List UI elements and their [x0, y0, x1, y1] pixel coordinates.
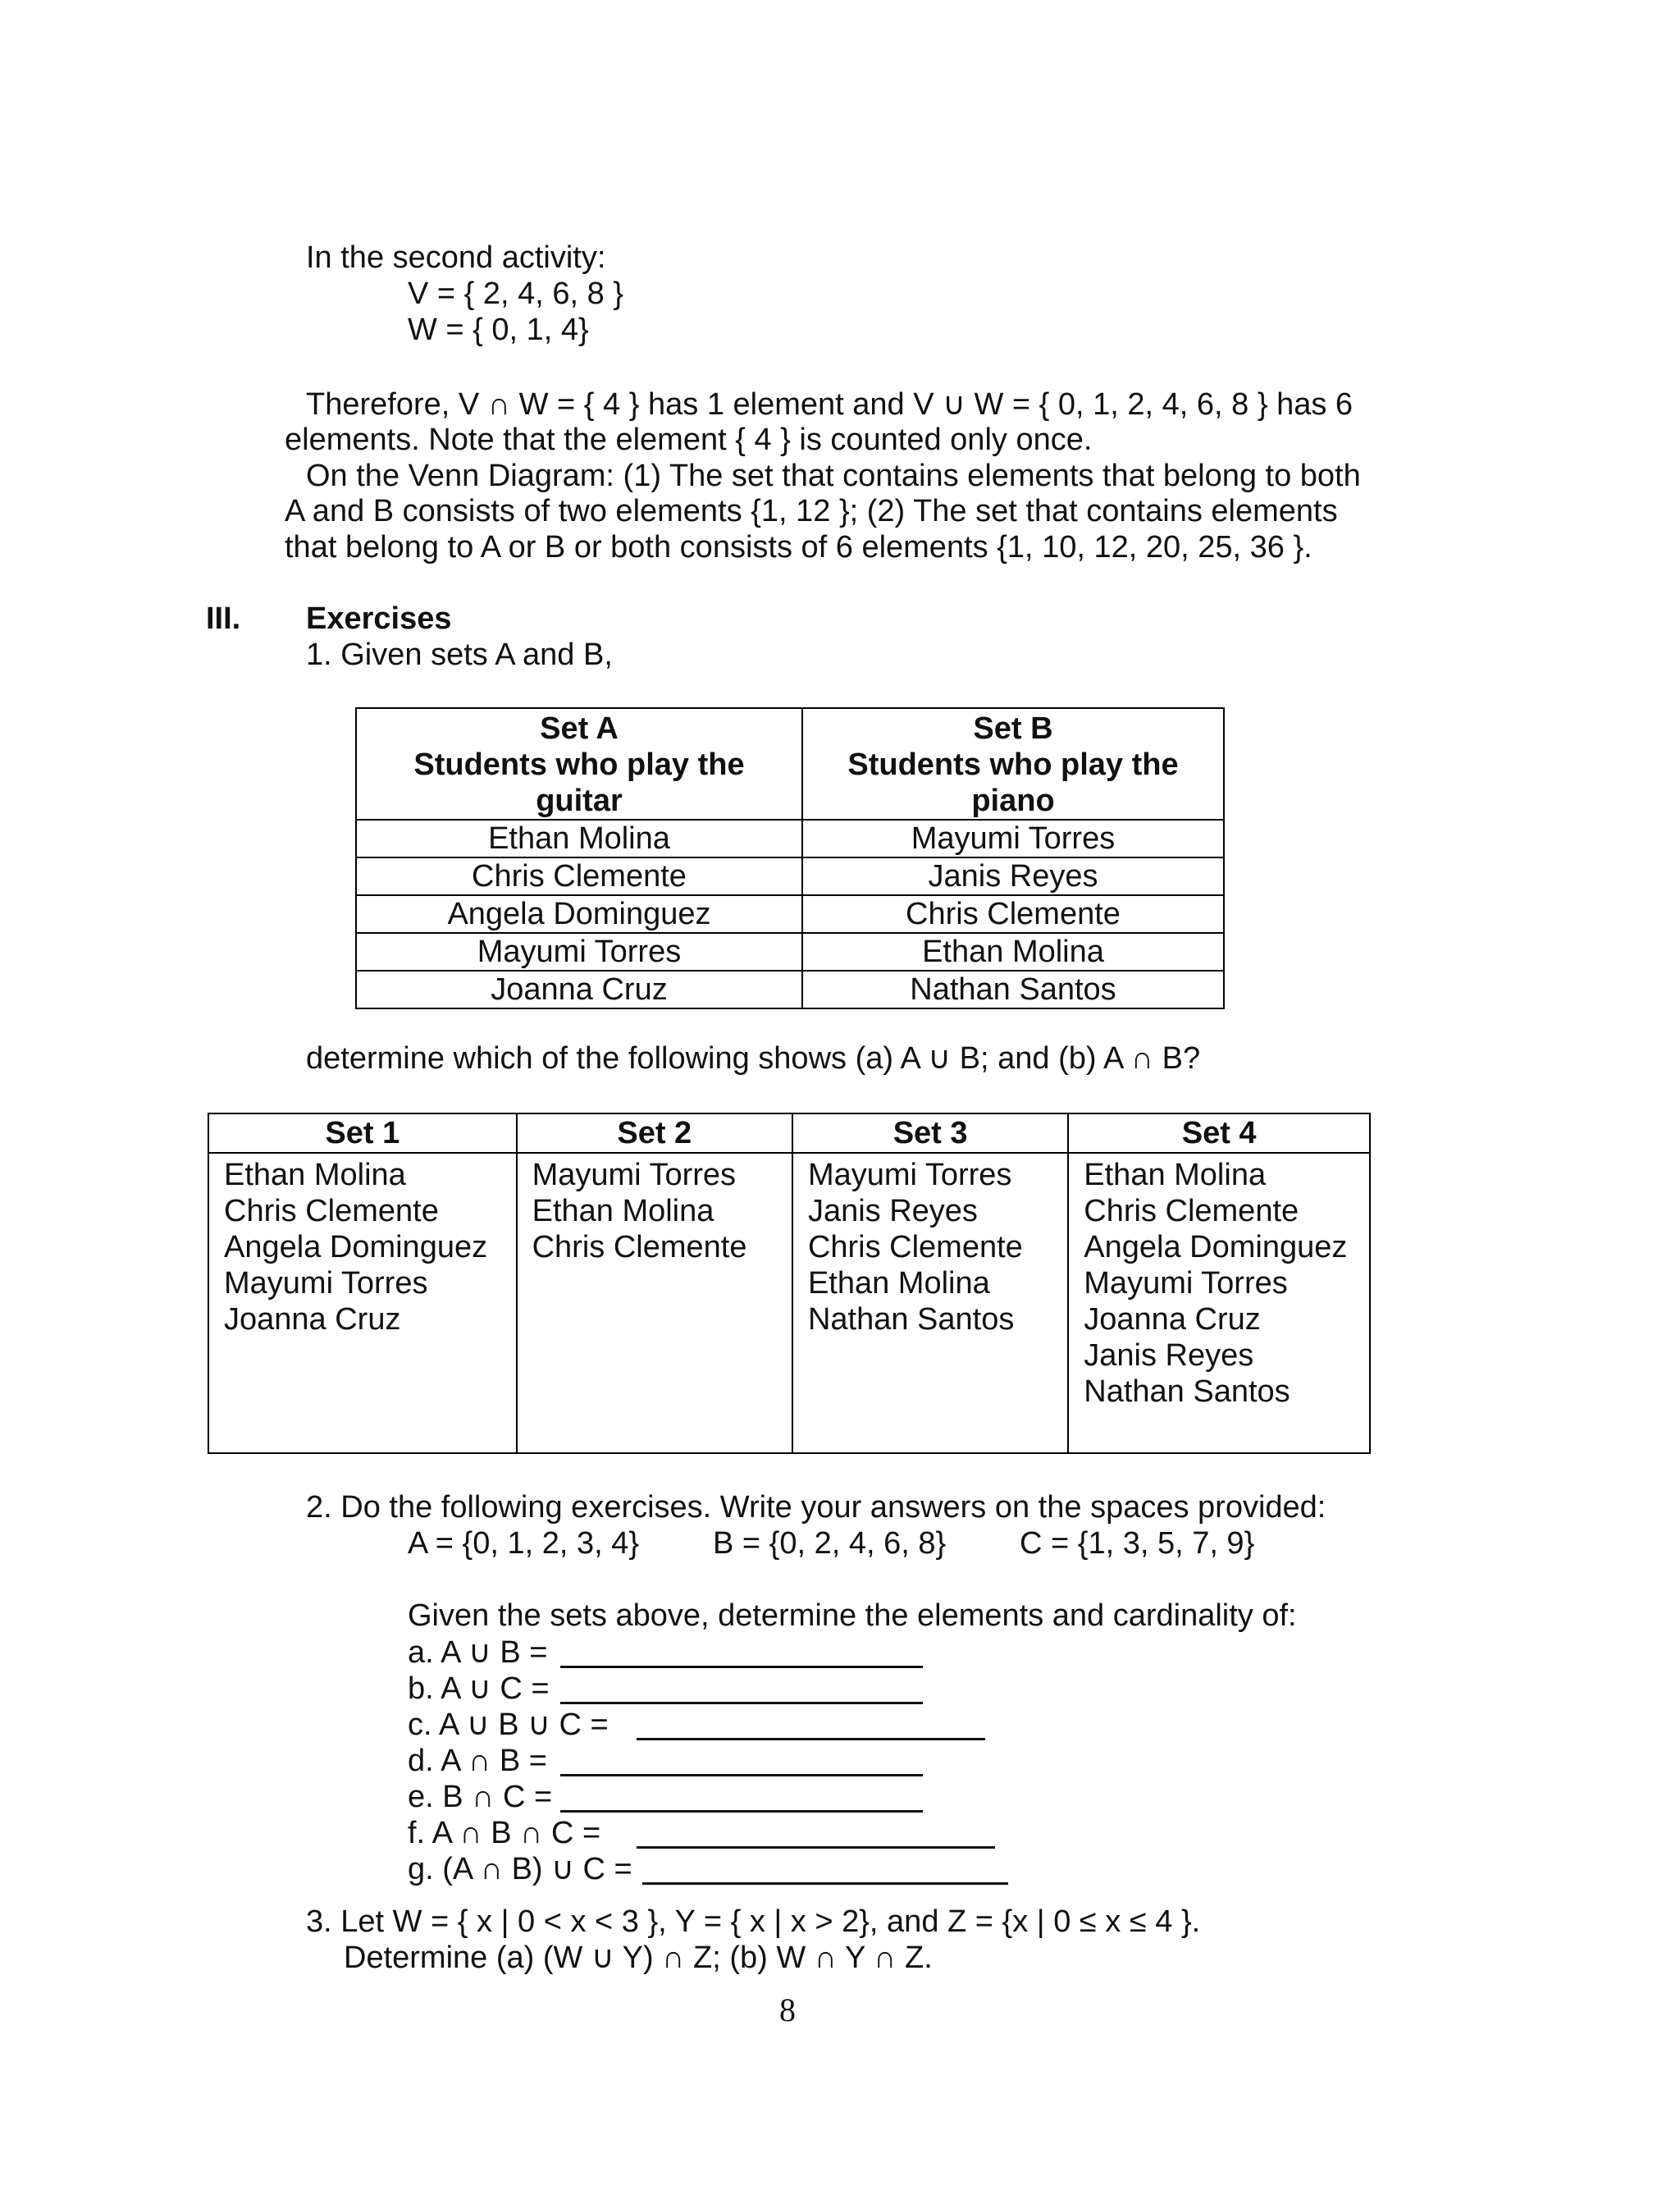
set-w-definition: W = { 0, 1, 4}	[408, 313, 589, 347]
section-numeral: III.	[206, 601, 241, 636]
exercise-item: a. A ∪ B =	[408, 1635, 548, 1670]
exercise-item: g. (A ∩ B) ∪ C =	[408, 1852, 632, 1886]
table-cell: Ethan Molina	[356, 820, 802, 857]
set-c-definition: C = {1, 3, 5, 7, 9}	[1020, 1526, 1255, 1561]
answer-blank[interactable]	[637, 1738, 985, 1740]
exercise-item: d. A ∩ B =	[408, 1744, 547, 1778]
list-item: Ethan Molina	[224, 1158, 406, 1192]
table-header-row	[208, 1113, 1370, 1153]
list-item: Ethan Molina	[1084, 1158, 1267, 1192]
paragraph-line: elements. Note that the element { 4 } is counted only once.	[285, 423, 1093, 457]
paragraph-line: that belong to A or B or both consists of 6 elements {1, 10, 12, 20, 25, 36 }.	[285, 530, 1312, 565]
table-cell: Mayumi Torres	[802, 820, 1224, 857]
header-line: Set A	[540, 711, 619, 746]
exercise-1-prompt: 1. Given sets A and B,	[306, 638, 613, 672]
exercise-1-question: determine which of the following shows (a) A ∪ B; and (b) A ∩ B?	[306, 1041, 1201, 1076]
list-item: Mayumi Torres	[807, 1158, 1012, 1192]
answer-blank[interactable]	[637, 1846, 995, 1849]
exercise-3-line: Determine (a) (W ∪ Y) ∩ Z; (b) W ∩ Y ∩ Z.	[344, 1941, 933, 1975]
list-item: Nathan Santos	[1084, 1374, 1290, 1409]
set-v-definition: V = { 2, 4, 6, 8 }	[408, 277, 624, 311]
answer-blank[interactable]	[642, 1882, 1008, 1885]
intro-heading: In the second activity:	[306, 240, 606, 275]
table-row	[356, 820, 1224, 857]
list-item: Chris Clemente	[532, 1230, 747, 1264]
set-4-cell	[1068, 1153, 1370, 1453]
table-row	[356, 895, 1224, 933]
header-line: piano	[971, 784, 1055, 818]
header-line: Students who play the	[413, 748, 745, 782]
table-cell: Nathan Santos	[802, 971, 1224, 1008]
list-item: Janis Reyes	[807, 1194, 978, 1228]
exercise-2-prompt: 2. Do the following exercises. Write your answers on the spaces provided:	[306, 1490, 1326, 1525]
answer-blank[interactable]	[560, 1774, 923, 1776]
table-cell: Chris Clemente	[356, 857, 802, 895]
list-item: Angela Dominguez	[1084, 1230, 1348, 1264]
set-a-definition: A = {0, 1, 2, 3, 4}	[408, 1526, 640, 1561]
sets-a-b-table	[355, 707, 1225, 1009]
answer-blank[interactable]	[560, 1810, 923, 1813]
exercise-item: b. A ∪ C =	[408, 1671, 550, 1706]
list-item: Chris Clemente	[224, 1194, 439, 1228]
list-item: Chris Clemente	[807, 1230, 1023, 1264]
set-4-header: Set 4	[1068, 1113, 1370, 1153]
list-item: Nathan Santos	[807, 1302, 1015, 1337]
exercise-item: c. A ∪ B ∪ C =	[408, 1708, 609, 1742]
list-item: Janis Reyes	[1084, 1338, 1254, 1373]
list-item: Chris Clemente	[1084, 1194, 1299, 1228]
list-item: Joanna Cruz	[224, 1302, 401, 1337]
section-title: Exercises	[306, 601, 452, 636]
list-item: Ethan Molina	[807, 1266, 990, 1301]
paragraph-line: Therefore, V ∩ W = { 4 } has 1 element and V ∪ W = { 0, 1, 2, 4, 6, 8 } has 6	[306, 387, 1354, 422]
set-a-header	[356, 708, 802, 820]
set-1-cell	[208, 1153, 517, 1453]
answer-sets-table	[208, 1113, 1371, 1454]
table-row	[356, 933, 1224, 971]
exercise-3-line: 3. Let W = { x | 0 < x < 3 }, Y = { x | x > 2}, and Z = {x | 0 ≤ x ≤ 4 }.	[306, 1904, 1201, 1939]
header-line: guitar	[536, 784, 623, 818]
set-2-header: Set 2	[517, 1113, 792, 1153]
table-cell: Chris Clemente	[802, 895, 1224, 933]
table-cell: Ethan Molina	[802, 933, 1224, 971]
table-row	[208, 1153, 1370, 1453]
header-line: Students who play the	[847, 748, 1179, 782]
exercise-item: e. B ∩ C =	[408, 1780, 553, 1814]
list-item: Angela Dominguez	[224, 1230, 488, 1264]
paragraph-line: On the Venn Diagram: (1) The set that contains elements that belong to both	[306, 459, 1361, 493]
exercise-item: f. A ∩ B ∩ C =	[408, 1816, 601, 1850]
answer-blank[interactable]	[560, 1702, 923, 1704]
set-3-header: Set 3	[792, 1113, 1068, 1153]
list-item: Mayumi Torres	[1084, 1266, 1288, 1301]
list-item: Mayumi Torres	[224, 1266, 428, 1301]
list-item: Mayumi Torres	[532, 1158, 737, 1192]
table-header-row	[356, 708, 1224, 820]
set-b-definition: B = {0, 2, 4, 6, 8}	[713, 1526, 947, 1561]
set-3-cell	[792, 1153, 1068, 1453]
set-1-header: Set 1	[208, 1113, 517, 1153]
table-cell: Janis Reyes	[802, 857, 1224, 895]
answer-blank[interactable]	[560, 1666, 923, 1668]
table-row	[356, 857, 1224, 895]
table-cell: Mayumi Torres	[356, 933, 802, 971]
page-number: 8	[779, 1991, 796, 2028]
list-item: Ethan Molina	[532, 1194, 714, 1228]
set-2-cell	[517, 1153, 792, 1453]
table-cell: Angela Dominguez	[356, 895, 802, 933]
set-b-header	[802, 708, 1224, 820]
header-line: Set B	[973, 711, 1053, 746]
paragraph-line: A and B consists of two elements {1, 12 }; (2) The set that contains elements	[285, 494, 1338, 528]
table-cell: Joanna Cruz	[356, 971, 802, 1008]
exercise-2-instruction: Given the sets above, determine the elements and cardinality of:	[408, 1598, 1297, 1633]
list-item: Joanna Cruz	[1084, 1302, 1261, 1337]
table-row	[356, 971, 1224, 1008]
